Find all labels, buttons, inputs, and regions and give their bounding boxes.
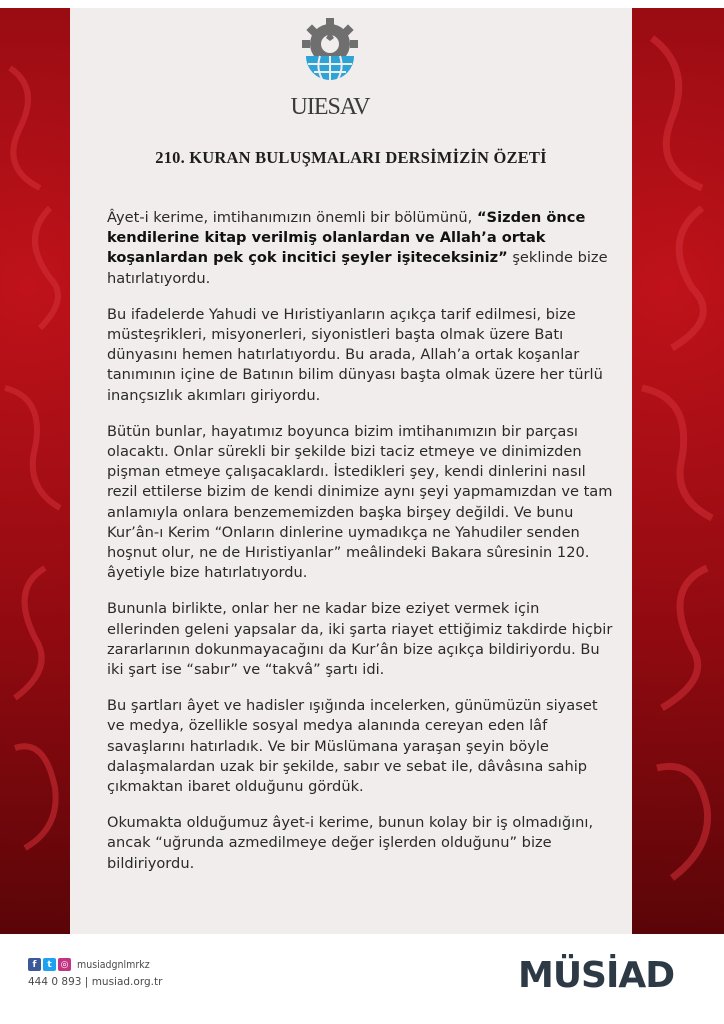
left-decorative-border [0, 8, 70, 934]
phone-number[interactable]: 444 0 893 [28, 976, 82, 988]
paragraph-1-intro: Âyet-i kerime, imtihanımızın önemli bir bölümünü, [107, 209, 477, 226]
musiad-logo: MÜSİAD [518, 955, 675, 996]
globe-gear-icon [290, 14, 370, 94]
twitter-icon[interactable]: t [43, 958, 56, 971]
paragraph-4: Bununla birlikte, onlar her ne kadar bize eziyet vermek için ellerinden geleni yapsalar da, iki şarta riayet ettiğimiz takdirde hiçbir zararlarının dokunmayacağını da Kur’ân bize açıkça bildiriyordu. Bu iki şart ise “sabır” ve “takvâ” şartı idi. [107, 600, 613, 679]
paragraph-3: Bütün bunlar, hayatımız boyunca bizim imtihanımızın bir parçası olacaktı. Onlar sürekli bir şekilde bizi taciz etmeye ve dinimizden pişman etmeye çalışacaklardı. İstedikleri şey, kendi dinlerini nasıl rezil ettilerse bizim de kendi dinimize aynı şeyi yapmamızdan ve tam anlamıyla onlara benzememizden başka birşey değildi. Ve bunu Kur’ân-ı Kerim “Onların dinlerine uymadıkça ne Yahudiler senden hoşnut olur, ne de Hıristiyanlar” meâlindeki Bakara sûresinin 120. âyetiyle bize hatırlatıyordu. [107, 422, 613, 582]
page-title: 210. KURAN BULUŞMALARI DERSİMİZİN ÖZETİ [155, 148, 547, 167]
paragraph-1 [107, 208, 615, 289]
website-link[interactable]: musiad.org.tr [91, 976, 163, 988]
right-decorative-border [632, 8, 724, 934]
logo-text: UIESAV [290, 94, 370, 120]
contact-line [28, 976, 228, 988]
instagram-icon[interactable]: ◎ [58, 958, 71, 971]
paragraph-2: Bu ifadelerde Yahudi ve Hıristiyanların açıkça tarif edilmesi, bize müsteşrikleri, misyonerleri, siyonistleri başta olmak üzere Batı dünyasını hemen hatırlatıyordu. Bu arada, Allah’a ortak koşanlar tanımının içine de Batının bilim dünyası başta olmak üzere her türlü inançsızlık akımları giriyordu. [107, 305, 603, 404]
social-links [28, 958, 228, 971]
footer-contact [28, 958, 228, 998]
facebook-icon[interactable]: f [28, 958, 41, 971]
paragraph-1-end: şeklinde bize hatırlatıyordu. [107, 249, 608, 287]
verse-quote: “Sizden önce kendilerine kitap verilmiş olanlardan ve Allah’a ortak koşanlardan pek çok incitici şeyler işiteceksiniz” [107, 209, 586, 267]
uiesav-logo [290, 14, 370, 124]
social-handle[interactable]: musiadgnlmrkz [77, 958, 150, 971]
paragraph-6: Okumakta olduğumuz âyet-i kerime, bunun kolay bir iş olmadığını, ancak “uğrunda azmedilmeye değer işlerden olduğunu” bize bildiriyordu. [107, 814, 594, 872]
paragraph-5: Bu şartları âyet ve hadisler ışığında incelerken, günümüzün siyaset ve medya, özellikle sosyal medya alanında cereyan eden lâf savaşlarını hatırladık. Ve bir Müslümana yaraşan şeyin böyle dalaşmalardan uzak bir şekilde, sabır ve sebat ile, dâvâsına sahip çıkmaktan ibaret olduğunu gördük. [107, 697, 598, 796]
separator: | [84, 976, 89, 988]
article-body [107, 208, 615, 890]
